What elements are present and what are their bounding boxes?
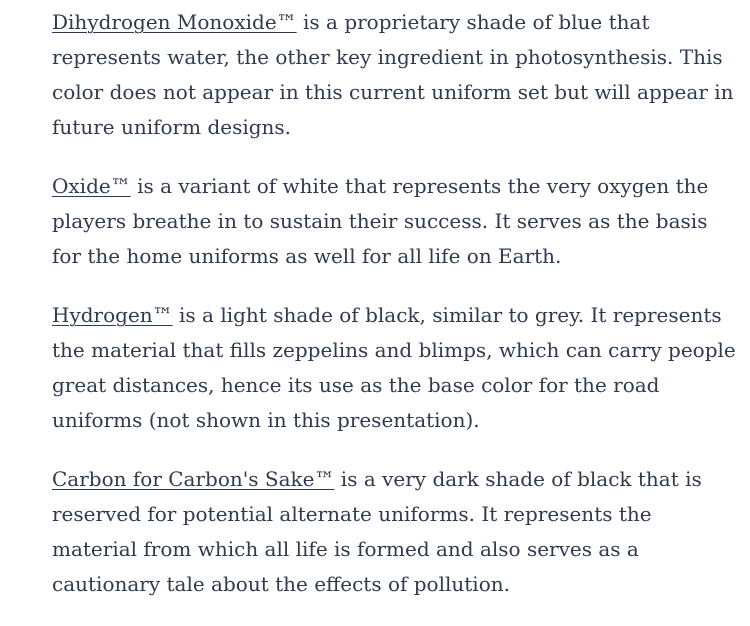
paragraph-carbon — [52, 462, 742, 602]
paragraph-text: is a proprietary shade of blue that represents water, the other key ingredient in photosynthesis. This color does not appear in this current uniform set but will appear in future uniform designs. — [52, 10, 734, 139]
paragraph-text: is a very dark shade of black that is reserved for potential alternate uniforms. It represents the material from which all life is formed and also serves as a cautionary tale about the effects of pollution. — [52, 467, 702, 596]
paragraph-dihydrogen-monoxide — [52, 5, 742, 145]
article-body — [52, 5, 742, 626]
term-link-dihydrogen-monoxide[interactable]: Dihydrogen Monoxide™ — [52, 10, 297, 34]
term-link-carbon[interactable]: Carbon for Carbon's Sake™ — [52, 467, 335, 491]
paragraph-oxide — [52, 169, 742, 274]
term-link-oxide[interactable]: Oxide™ — [52, 174, 131, 198]
term-link-hydrogen[interactable]: Hydrogen™ — [52, 303, 173, 327]
paragraph-hydrogen — [52, 298, 742, 438]
paragraph-text: is a variant of white that represents the very oxygen the players breathe in to sustain their success. It serves as the basis for the home uniforms as well for all life on Earth. — [52, 174, 709, 268]
paragraph-text: is a light shade of black, similar to grey. It represents the material that fills zeppelins and blimps, which can carry people great distances, hence its use as the base color for the road uniforms (not shown in this presentation). — [52, 303, 736, 432]
